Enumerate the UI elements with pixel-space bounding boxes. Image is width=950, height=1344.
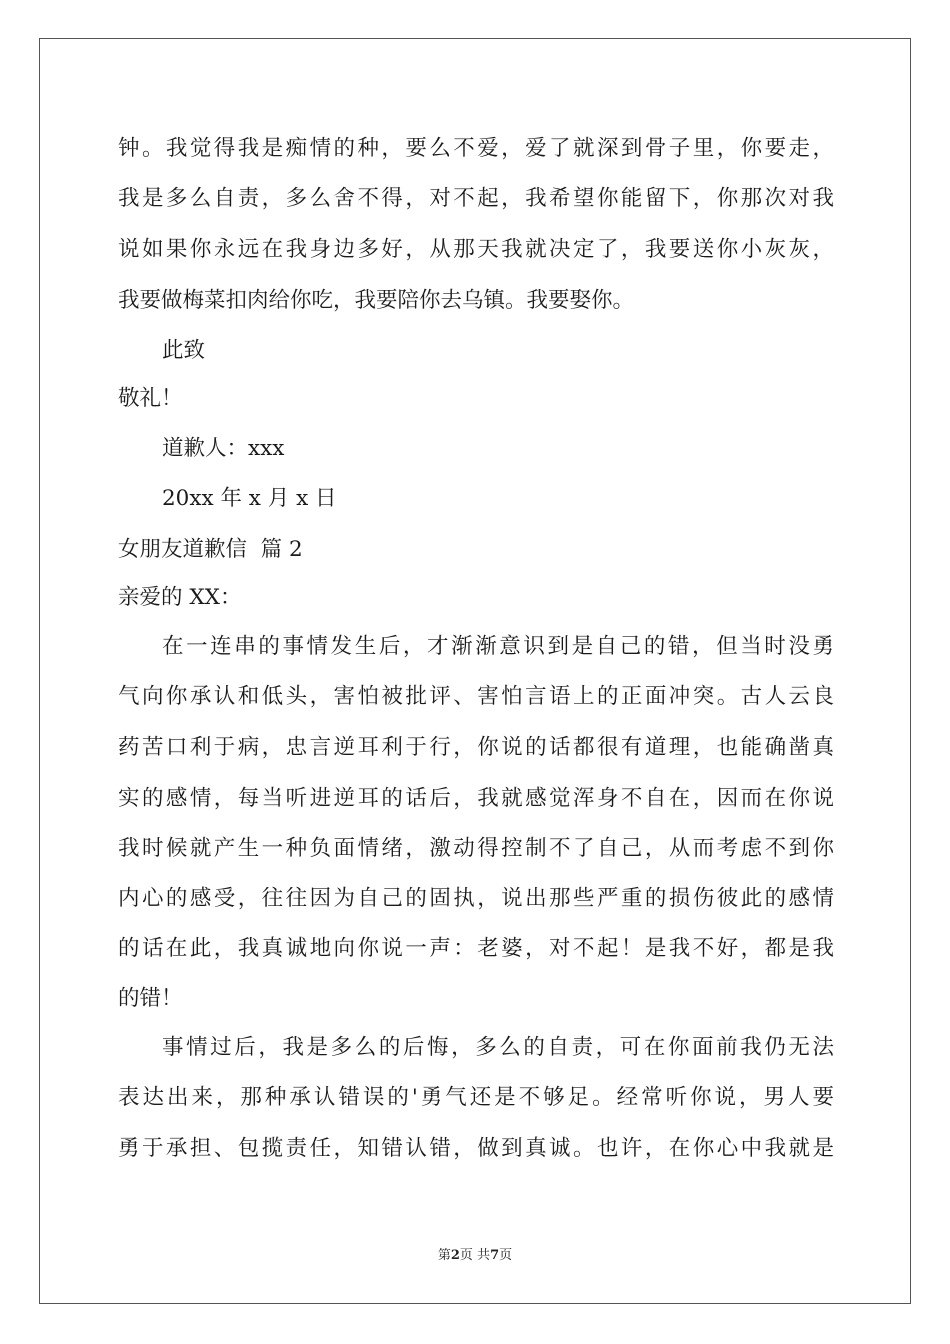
body-line: 的话在此，我真诚地向你说一声：老婆，对不起！是我不好，都是我 [118,936,834,961]
body-line: 我要做梅菜扣肉给你吃，我要陪你去乌镇。我要娶你。 [118,288,635,313]
body-line: 勇于承担、包揽责任，知错认错，做到真诚。也许，在你心中我就是 [118,1136,834,1161]
signer-text: 道歉人：xxx [162,436,285,461]
section-title: 女朋友道歉信 篇 2 [118,537,303,562]
page-footer [0,1247,950,1265]
body-line: 钟。我觉得我是痴情的种，要么不爱，爱了就深到骨子里，你要走， [118,136,834,161]
body-line: 药苦口利于病，忠言逆耳利于行，你说的话都很有道理，也能确凿真 [118,735,834,760]
total-pages-number: 7 [490,1248,500,1263]
body-line: 实的感情，每当听进逆耳的话后，我就感觉浑身不自在，因而在你说 [118,786,834,811]
greeting-text: 亲爱的 XX： [118,585,242,610]
body-line: 的错！ [118,986,183,1011]
body-line: 表达出来，那种承认错误的'勇气还是不够足。经常听你说，男人要 [118,1085,834,1110]
date-text: 20xx 年 x 月 x 日 [162,486,337,511]
salute-text: 敬礼！ [118,386,183,411]
body-line: 我时候就产生一种负面情绪，激动得控制不了自己，从而考虑不到你 [118,836,834,861]
body-line: 说如果你永远在我身边多好，从那天我就决定了，我要送你小灰灰， [118,237,834,262]
page-border [39,38,911,1304]
footer-suffix: 页 [499,1248,513,1263]
body-line: 内心的感受，往往因为自己的固执，说出那些严重的损伤彼此的感情 [118,886,834,911]
body-line: 气向你承认和低头，害怕被批评、害怕言语上的正面冲突。古人云良 [118,684,834,709]
current-page-number: 2 [450,1248,460,1263]
footer-mid: 页 共 [459,1248,491,1263]
body-line: 事情过后，我是多么的后悔，多么的自责，可在你面前我仍无法 [162,1035,834,1060]
body-line: 在一连串的事情发生后，才渐渐意识到是自己的错，但当时没勇 [162,634,834,659]
body-line: 我是多么自责，多么舍不得，对不起，我希望你能留下，你那次对我 [118,186,834,211]
closing-text: 此致 [162,338,206,363]
footer-prefix: 第 [437,1248,451,1263]
